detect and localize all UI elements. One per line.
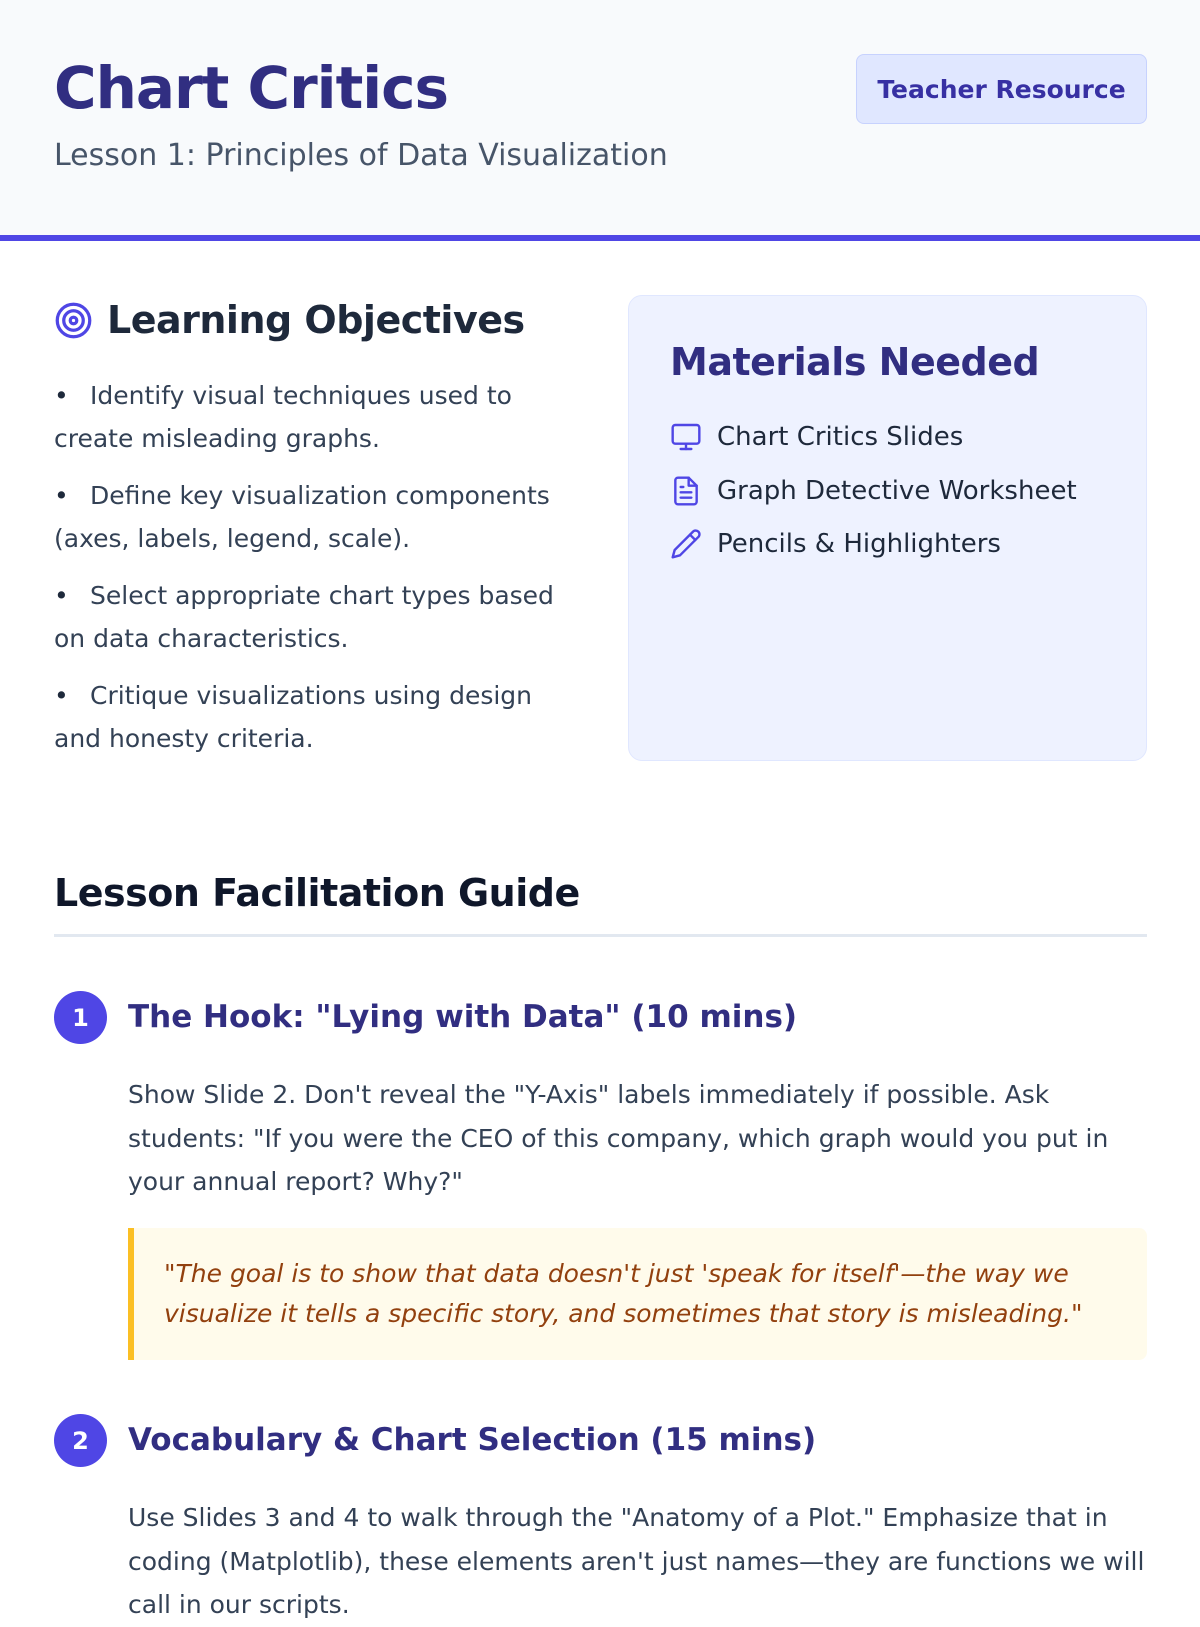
objective-item xyxy=(54,574,574,660)
objectives-title: Learning Objectives xyxy=(107,298,525,342)
material-label: Graph Detective Worksheet xyxy=(717,476,1077,506)
step-title: The Hook: "Lying with Data" (10 mins) xyxy=(128,999,798,1035)
step-number-badge: 2 xyxy=(54,1414,107,1467)
material-item-slides xyxy=(670,417,963,457)
bullet-icon: • xyxy=(54,381,69,410)
step-number-badge: 1 xyxy=(54,991,107,1044)
objective-item xyxy=(54,674,574,760)
objective-item xyxy=(54,374,574,460)
target-icon xyxy=(54,301,93,340)
objectives-heading xyxy=(54,296,525,344)
materials-title: Materials Needed xyxy=(670,340,1040,384)
step-title: Vocabulary & Chart Selection (15 mins) xyxy=(128,1422,817,1458)
section-divider xyxy=(54,934,1147,937)
monitor-icon xyxy=(670,421,702,453)
page-title: Chart Critics xyxy=(54,54,449,122)
guide-title: Lesson Facilitation Guide xyxy=(54,871,580,915)
objective-text: Critique visualizations using design and honesty criteria. xyxy=(54,681,533,753)
material-item-pencils xyxy=(670,524,1001,564)
step-description: Show Slide 2. Don't reveal the "Y-Axis" labels immediately if possible. Ask students: "If you were the CEO of this company, which graph would you put in your annual report? Why?" xyxy=(128,1080,1109,1196)
bullet-icon: • xyxy=(54,681,69,710)
bullet-icon: • xyxy=(54,581,69,610)
step-description: Use Slides 3 and 4 to walk through the "Anatomy of a Plot." Emphasize that in coding (Matplotlib), these elements aren't just names—they are functions we will call in our scripts. xyxy=(128,1503,1145,1619)
material-label: Pencils & Highlighters xyxy=(717,529,1001,559)
material-label: Chart Critics Slides xyxy=(717,422,964,452)
objective-item xyxy=(54,474,574,560)
objective-text: Define key visualization components (axes, labels, legend, scale). xyxy=(54,481,550,553)
teacher-resource-badge: Teacher Resource xyxy=(856,54,1147,124)
lesson-subtitle: Lesson 1: Principles of Data Visualization xyxy=(54,138,668,173)
objective-text: Select appropriate chart types based on data characteristics. xyxy=(54,581,554,653)
materials-card xyxy=(628,295,1147,761)
document-icon xyxy=(670,475,702,507)
objective-text: Identify visual techniques used to create misleading graphs. xyxy=(54,381,512,453)
material-item-worksheet xyxy=(670,471,1077,511)
page-header xyxy=(0,0,1200,241)
quote-text: "The goal is to show that data doesn't just 'speak for itself'—the way we visualize it tells a specific story, and sometimes that story is misleading." xyxy=(164,1259,1083,1328)
pencil-icon xyxy=(670,528,702,560)
bullet-icon: • xyxy=(54,481,69,510)
objectives-list xyxy=(54,374,574,774)
teacher-quote-callout xyxy=(128,1228,1147,1360)
